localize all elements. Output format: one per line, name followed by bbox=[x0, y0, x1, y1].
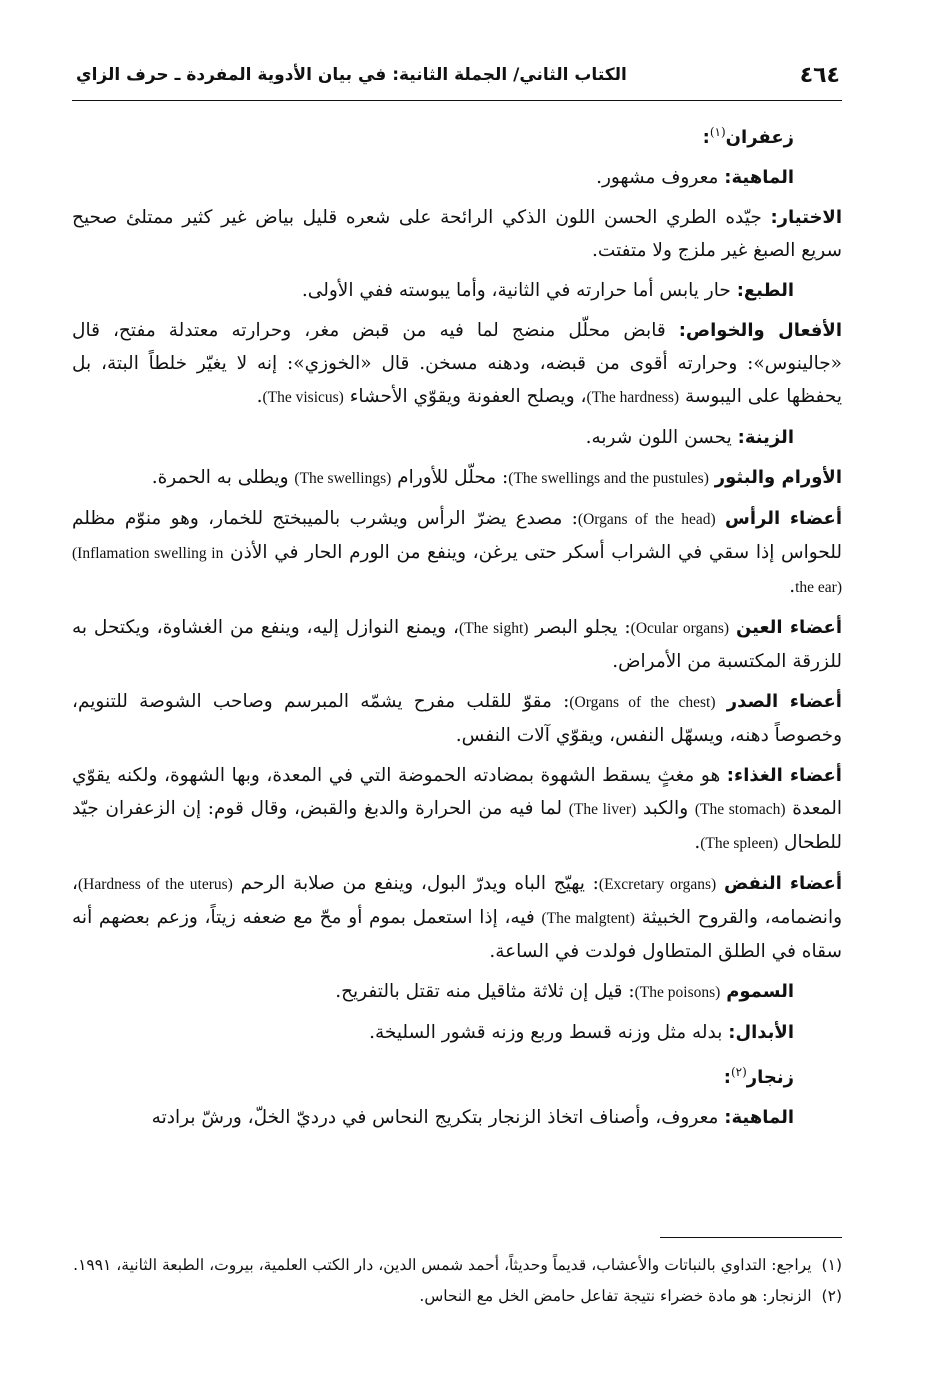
entry-label: الزينة: bbox=[737, 427, 794, 449]
english-term: (The visicus) bbox=[262, 389, 344, 407]
footnote bbox=[72, 1252, 842, 1279]
entry-label: أعضاء النفض bbox=[723, 873, 843, 895]
entry-paragraph bbox=[72, 867, 842, 968]
heading-text: زعفران bbox=[725, 127, 794, 149]
entry-label: الطبع: bbox=[736, 280, 794, 302]
entry-paragraph bbox=[72, 314, 842, 414]
entry-label: أعضاء الرأس bbox=[725, 508, 842, 530]
entry-text: معروف، وأصناف اتخاذ الزنجار بتكريج النحاس في درديّ الخلّ، ورشّ برادته bbox=[151, 1107, 725, 1129]
entry-paragraph bbox=[72, 502, 842, 604]
english-term: (The swellings) bbox=[294, 470, 392, 488]
entry-paragraph bbox=[72, 421, 842, 454]
drug-heading bbox=[72, 1056, 842, 1094]
english-term: (The spleen) bbox=[700, 835, 779, 853]
english-term: (Organs of the chest) bbox=[569, 694, 716, 712]
footnote-number: (١) bbox=[821, 1256, 842, 1274]
entry-paragraph bbox=[72, 1016, 842, 1049]
english-term: (The poisons) bbox=[634, 984, 721, 1002]
entry-paragraph bbox=[72, 759, 842, 860]
drug-heading bbox=[72, 116, 842, 154]
entry-label: أعضاء العين bbox=[735, 617, 842, 639]
entry-paragraph bbox=[72, 611, 842, 678]
english-term: (Ocular organs) bbox=[630, 620, 730, 638]
entry-text: حار يابس أما حرارته في الثانية، وأما يبوسته ففي الأولى. bbox=[301, 280, 737, 302]
heading-text: زنجار bbox=[746, 1067, 794, 1089]
running-title: الكتاب الثاني/ الجملة الثانية: في بيان الأدوية المفردة ـ حرف الزاي bbox=[76, 65, 627, 85]
entry-paragraph bbox=[72, 685, 842, 752]
entry-text: (Excretary organs): يهيّج الباه ويدرّ البول، وينفع من صلابة الرحم (Hardness of the uterus)، وانضمامه، والقروح الخبيثة (The malgtent) فيه، إذا استعمل بموم أو محّ مع ضعفه زيتاً، وزعم بعضهم أنه سقاه في الطلق المتطاول فولدت في الساعة. bbox=[72, 873, 843, 963]
entry-paragraph bbox=[72, 274, 842, 307]
entry-text: قابض محلّل منضج لما فيه من قبض مغر، وحرارته معتدلة مفتح، قال «جالينوس»: وحرارته أقوى من قبضه، ودهنه مسخن. قال «الخوزي»: إنه لا يغيّر خلطاً البتة، بل يحفظها على اليبوسة (The hardness)، ويصلح العفونة ويقوّي الأحشاء (The visicus). bbox=[72, 320, 842, 408]
entry-label: أعضاء الغذاء: bbox=[726, 765, 842, 787]
entry-text: (Organs of the head): مصدع يضرّ الرأس ويشرب بالميبختج للخمار، وهو منوّم مظلم للحواس إذا سقي في الشراب أسكر حتى يرغن، وينفع من الورم الحار في الأذن (Inflamation swelling in the ear). bbox=[72, 508, 842, 598]
entry-label: الأورام والبثور bbox=[714, 467, 842, 489]
footnote-text: الزنجار: هو مادة خضراء نتيجة تفاعل حامض الخل مع النحاس. bbox=[419, 1287, 812, 1305]
entry-label: الماهية: bbox=[724, 167, 794, 189]
entry-text: (Ocular organs): يجلو البصر (The sight)، ويمنع النوازل إليه، وينفع من الغشاوة، ويكتحل به للزرقة المكتسبة من الأمراض. bbox=[72, 617, 842, 673]
main-text bbox=[72, 116, 842, 1141]
entry-label: الماهية: bbox=[724, 1107, 794, 1129]
entry-text: بدله مثل وزنه قسط وربع وزنه قشور السليخة. bbox=[369, 1022, 729, 1044]
footnote-ref: (١) bbox=[709, 125, 726, 139]
heading-colon: : bbox=[723, 1067, 731, 1089]
english-term: (Inflamation swelling in the ear) bbox=[72, 545, 842, 597]
footnotes bbox=[72, 1252, 842, 1314]
entry-paragraph bbox=[72, 461, 842, 495]
entry-label: الأفعال والخواص: bbox=[678, 320, 842, 342]
entry-paragraph bbox=[72, 201, 842, 267]
entry-text: (The poisons): قيل إن ثلاثة مثاقيل منه تقتل بالتفريح. bbox=[335, 981, 721, 1003]
entry-text: جيّده الطري الحسن اللون الذكي الرائحة على شعره قليل بياض غير كثير ممتلئ صحيح سريع الصبغ غير ملزج ولا متفتت. bbox=[72, 207, 842, 262]
footnote-number: (٢) bbox=[821, 1287, 842, 1305]
english-term: (The sight) bbox=[459, 620, 529, 638]
entry-label: الاختيار: bbox=[770, 207, 842, 229]
entry-label: أعضاء الصدر bbox=[726, 691, 842, 713]
english-term: (Hardness of the uterus) bbox=[77, 876, 233, 894]
entry-label: الأبدال: bbox=[728, 1022, 794, 1044]
entry-paragraph bbox=[72, 1101, 842, 1134]
entry-text: (Organs of the chest): مقوّ للقلب مفرح يشمّه المبرسم وصاحب الشوصة للتنويم، وخصوصاً دهنه، ويسهّل النفس، ويقوّي آلات النفس. bbox=[72, 691, 842, 747]
entry-text: (The swellings and the pustules): محلّل للأورام (The swellings) ويطلى به الحمرة. bbox=[151, 467, 709, 489]
footnote-text: يراجع: التداوي بالنباتات والأعشاب، قديماً وحديثاً، أحمد شمس الدين، دار الكتب العلمية، بيروت، الطبعة الثانية، ١٩٩١. bbox=[73, 1256, 812, 1274]
footnote-rule bbox=[660, 1237, 842, 1238]
entry-label: السموم bbox=[726, 981, 794, 1003]
entry-text: يحسن اللون شربه. bbox=[585, 427, 738, 449]
english-term: (Excretary organs) bbox=[598, 876, 717, 894]
english-term: (The stomach) bbox=[694, 801, 786, 819]
footnote bbox=[72, 1283, 842, 1310]
english-term: (Organs of the head) bbox=[577, 511, 716, 529]
entry-paragraph bbox=[72, 161, 842, 194]
heading-colon: : bbox=[702, 127, 710, 149]
page-number: ٤٦٤ bbox=[799, 63, 840, 88]
entry-text: هو مغثٍ يسقط الشهوة بمضادته الحموضة التي في المعدة، وبها الشهوة، ولكنه يقوّي المعدة (The stomach) والكبد (The liver) لما فيه من الحرارة والدبغ والقبض، وقال قوم: إن الزعفران جيّد للطحال (The spleen). bbox=[72, 765, 843, 854]
footnote-ref: (٢) bbox=[730, 1065, 747, 1080]
entry-paragraph bbox=[72, 975, 842, 1009]
english-term: (The malgtent) bbox=[541, 910, 635, 928]
entry-text: معروف مشهور. bbox=[596, 167, 725, 189]
header-rule bbox=[72, 100, 842, 101]
english-term: (The hardness) bbox=[586, 389, 680, 407]
page-header bbox=[72, 55, 842, 99]
english-term: (The swellings and the pustules) bbox=[508, 470, 709, 488]
english-term: (The liver) bbox=[568, 801, 637, 819]
